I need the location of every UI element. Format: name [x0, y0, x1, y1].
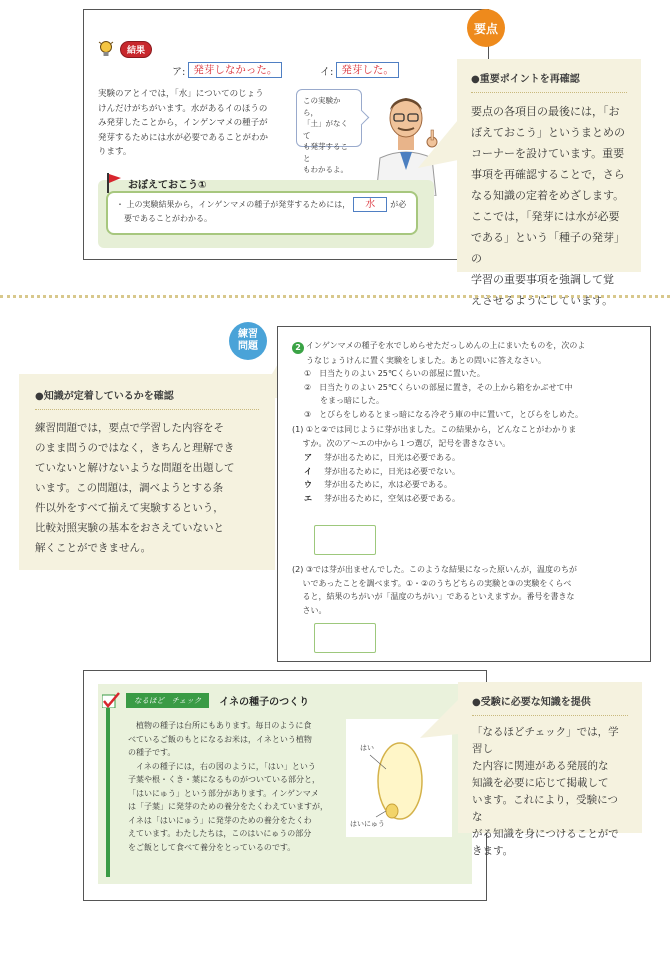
text-line: 事項を再確認することで，さら [471, 168, 625, 181]
answer-a-box: 発芽しなかった。 [188, 62, 282, 78]
text-line: この実験から， [303, 96, 341, 117]
text-segment: インゲンマメの種子を水でしめらせただっしめんの上にまいたものを，次のよ [306, 341, 586, 350]
question-1 [292, 423, 640, 450]
panel-title: ●受験に必要な知識を提供 [472, 697, 591, 708]
text-line: ると，結果のちがいが「温度のちがい」であるといえますか。番号を書きな [292, 592, 575, 601]
naruhodo-title: イネの種子のつくり [219, 696, 310, 708]
section-divider [0, 295, 670, 298]
badge-line: 問題 [238, 341, 258, 352]
result-badge: 結果 [120, 41, 152, 58]
panel-important-points [457, 59, 641, 307]
checkmark-icon [102, 692, 120, 708]
text-line: イネの種子には，右の図のように，「はい」という [128, 761, 316, 771]
answer-i-box: 発芽した。 [336, 62, 399, 78]
answer-box-1[interactable] [314, 525, 376, 555]
text-line: (2) ③では芽が出ませんでした。このような結果になった原いんが，温度のちが [292, 565, 578, 574]
choice-text: 芽が出るために，水は必要である。 [324, 480, 452, 489]
text-line: ぼえておこう」というまとめの [471, 126, 625, 139]
panel-title: ●知識が定着しているかを確認 [35, 391, 174, 402]
choice-mark: ウ [304, 480, 312, 489]
badge-line: 練習 [238, 329, 258, 340]
text-line: 子葉や根・くき・葉になるものがついている部分と， [128, 775, 320, 784]
condition-item: ③ とびらをしめるとまっ暗になる冷ぞう庫の中に置いて，とびらをしめた。 [304, 409, 584, 419]
text-line: 件以外をすべて揃えて実験するという， [35, 502, 224, 514]
text-line: 「はいにゅう」という部分があります。インゲンマメ [128, 788, 319, 798]
panel-text [35, 418, 259, 558]
text-line: います。これにより，受験につな [472, 794, 618, 823]
text-line: み発芽したことから，インゲンマメの種子が [98, 118, 268, 128]
text-line: います。この問題は，調べようとする条 [35, 482, 224, 494]
panel-pointer [418, 120, 460, 180]
text-line: は「子葉」に発芽のための養分をたくわえていますが， [128, 802, 328, 811]
text-line: ていないと解けないような問題を出題して [35, 462, 235, 474]
text-line [292, 339, 640, 354]
flag-icon [106, 173, 122, 193]
condition-item: ② 日当たりのよい 25℃くらいの部屋に置き，その上から箱をかぶせて中 [304, 382, 573, 392]
panel-title: ●重要ポイントを再確認 [471, 74, 580, 85]
dotted-divider [472, 715, 628, 716]
text-line: べているご飯のもとになるお米は，イネという植物 [128, 734, 312, 744]
text-line: すか。次のア～エの中から１つ選び，記号を書きなさい。 [292, 438, 511, 448]
question-intro [292, 339, 640, 367]
text-line: えています。わたしたちは，このはいにゅうの部分 [128, 829, 312, 838]
text-line: きます。 [472, 845, 514, 857]
text-line: けんだけがちがいます。水があるイのほうの [98, 103, 268, 114]
text-line: た内容に関連がある発展的な [472, 760, 609, 772]
text-line: ります。 [98, 147, 132, 157]
choice-text: 芽が出るために，空気は必要である。 [324, 493, 460, 503]
choices-list [304, 451, 652, 505]
text-line: 「土」がなくて [303, 119, 348, 140]
text-line: 発芽するためには水が必要であることがわか [98, 132, 269, 143]
text-line: いであったことを調べます。①・②のうちどちらの実験と③の実験をくらべ [292, 578, 572, 588]
choice-text: 芽が出るために，日光は必要でない。 [324, 466, 460, 476]
text-line: のまま問うのではなく，きちんと理解でき [35, 442, 235, 454]
remember-line [116, 196, 408, 213]
dotted-divider [471, 92, 627, 93]
remember-answer-box: 水 [353, 197, 387, 212]
remember-title: おぼえておこう① [128, 179, 207, 191]
text-line: 「なるほどチェック」では，学習し [472, 726, 619, 755]
text-line: である」という「種子の発芽」の [471, 231, 625, 265]
text-line: 比較対照実験の基本をおさえていないと [35, 522, 224, 534]
remember-box [106, 191, 418, 235]
naruhodo-badge: なるほど チェック [126, 693, 209, 708]
answer-a-label: ア: [172, 66, 186, 78]
lightbulb-icon [98, 40, 114, 58]
text-line: えさせるようにしています。 [471, 294, 614, 307]
choice-text: 芽が出るために，日光は必要である。 [324, 453, 460, 462]
figure-label-hainyu: はいにゅう [350, 820, 385, 828]
text-line: うなじょうけんに置く実験をしました。あとの問いに答えなさい。 [306, 355, 546, 365]
text-line: 要点の各項目の最後には，「お [471, 105, 620, 118]
textbook-excerpt-practice [277, 326, 651, 662]
text-line: がる知識を身につけることがで [472, 828, 619, 840]
panel-knowledge-check [19, 374, 275, 570]
panel-text [472, 724, 628, 860]
condition-item: をまっ暗にした。 [304, 396, 384, 405]
text-line: 要であることがわかる。 [124, 214, 212, 223]
text-line: も発芽すること [303, 142, 348, 163]
text-line: もわかるよ。 [303, 165, 348, 174]
remember-header [106, 173, 206, 193]
text-line: イネは「はいにゅう」に発芽のための養分をたくわ [128, 815, 312, 825]
text-line: さい。 [292, 605, 327, 615]
conditions-list [304, 367, 652, 421]
text-line: ここでは，「発芽には水が必要 [471, 210, 620, 223]
naruhodo-side-bar [106, 699, 110, 877]
choice-mark: イ [304, 466, 312, 476]
text-segment: ・ 上の実験結果から，インゲンマメの種子が発芽するためには， [116, 200, 351, 209]
result-explanation [98, 87, 286, 160]
answer-a [172, 62, 282, 78]
text-line: 解くことができません。 [35, 542, 152, 554]
naruhodo-header [102, 692, 309, 708]
panel-exam-knowledge [458, 682, 642, 857]
text-line: の種子です。 [128, 748, 176, 757]
panel-pointer [420, 700, 460, 750]
text-line: 知識を必要に応じて掲載して [472, 777, 609, 789]
text-line: 練習問題では，要点で学習した内容をそ [35, 422, 224, 434]
choice-mark: エ [304, 493, 312, 503]
answer-i-label: イ: [320, 66, 334, 78]
condition-item: ① 日当たりのよい 25℃くらいの部屋に置いた。 [304, 369, 485, 378]
question-number: 2 [292, 342, 304, 354]
text-line: 学習の重要事項を強調して覚 [471, 273, 614, 286]
choice-item [304, 478, 652, 492]
answer-box-2[interactable] [314, 623, 376, 653]
summary-badge: 要点 [467, 9, 505, 47]
question-2 [292, 563, 640, 617]
choice-mark: ア [304, 453, 312, 462]
panel-text [471, 101, 627, 311]
text-line: 植物の種子は台所にもあります。毎日のように食 [128, 721, 312, 730]
text-line: 実験のアとイでは，「水」についてのじょう [98, 89, 264, 99]
text-line: をご飯として食べて養分をとっているのです。 [128, 842, 296, 852]
speech-bubble [296, 89, 362, 174]
text-line: コーナーを設けています。重要 [471, 147, 625, 160]
choice-item [304, 451, 652, 465]
choice-item [304, 465, 652, 479]
answer-i [320, 62, 399, 78]
choice-item [304, 492, 652, 506]
figure-label-hai: はい [360, 744, 374, 752]
result-header [98, 40, 152, 58]
dotted-divider [35, 409, 259, 410]
text-line: (1) ①と②では同じように芽が出ました。この結果から，どんなことがわかりま [292, 425, 577, 434]
text-segment: が必 [390, 200, 407, 209]
text-line: なる知識の定着をめざします。 [471, 189, 625, 202]
